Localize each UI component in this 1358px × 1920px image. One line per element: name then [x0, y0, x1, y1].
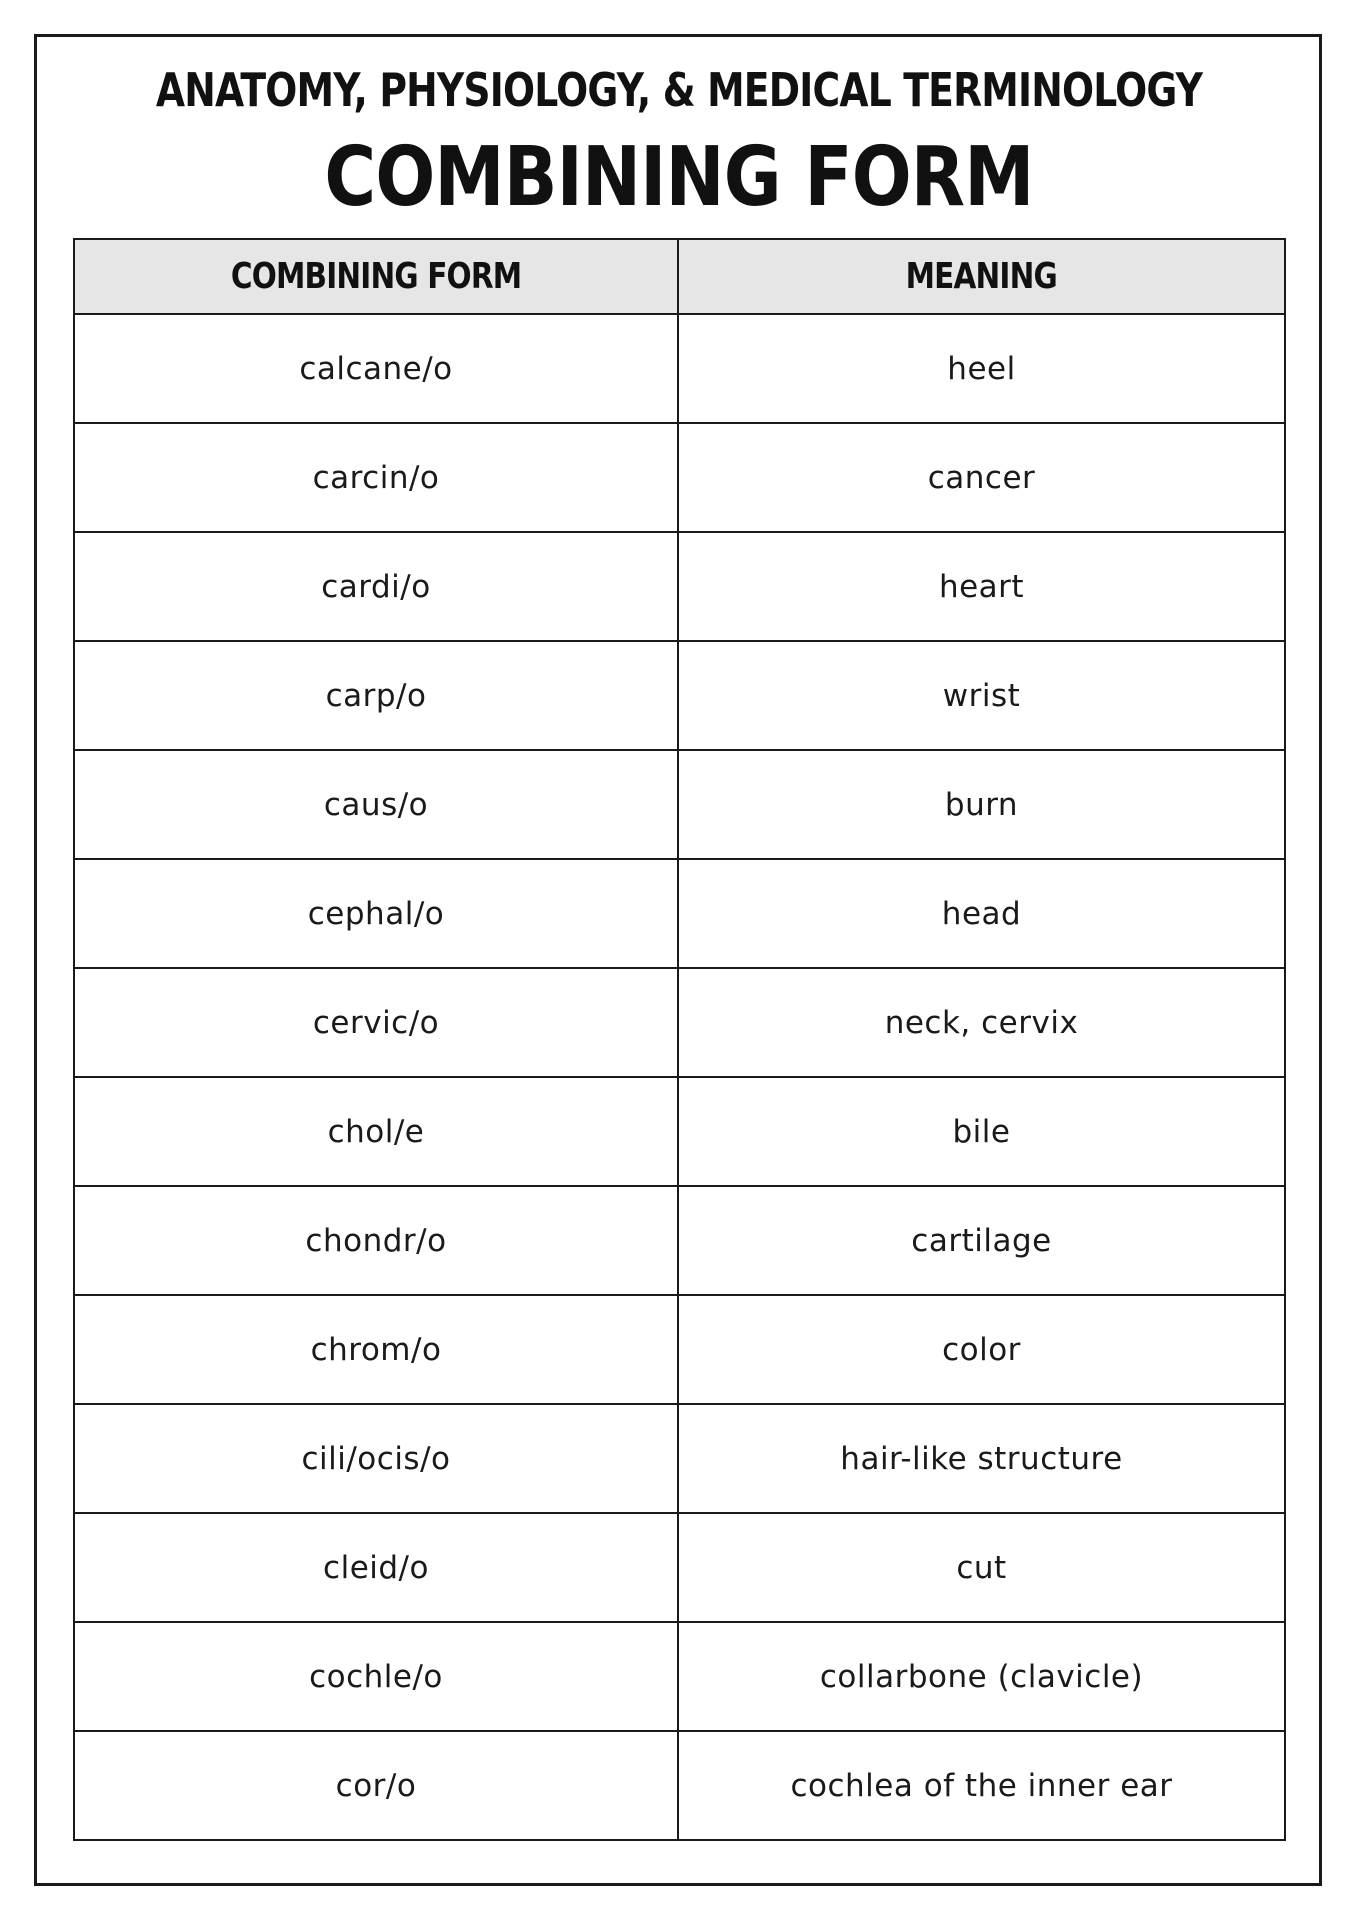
combining-form-cell: cleid/o: [74, 1513, 678, 1622]
table-row: [74, 1622, 1285, 1731]
combining-form-cell: carcin/o: [74, 423, 678, 532]
combining-form-cell: carp/o: [74, 641, 678, 750]
meaning-cell: burn: [678, 750, 1285, 859]
combining-form-cell: cervic/o: [74, 968, 678, 1077]
table-row: [74, 1295, 1285, 1404]
table-row: [74, 750, 1285, 859]
meaning-cell: cartilage: [678, 1186, 1285, 1295]
combining-form-cell: chrom/o: [74, 1295, 678, 1404]
table-row: [74, 1077, 1285, 1186]
meaning-cell: cochlea of the inner ear: [678, 1731, 1285, 1840]
meaning-cell: bile: [678, 1077, 1285, 1186]
combining-form-cell: caus/o: [74, 750, 678, 859]
combining-form-cell: calcane/o: [74, 314, 678, 423]
worksheet-subtitle: ANATOMY, PHYSIOLOGY, & MEDICAL TERMINOLOGY: [155, 63, 1203, 117]
meaning-cell: heel: [678, 314, 1285, 423]
column-header-combining-form: COMBINING FORM: [74, 239, 678, 314]
combining-form-cell: cephal/o: [74, 859, 678, 968]
meaning-cell: collarbone (clavicle): [678, 1622, 1285, 1731]
table-row: [74, 859, 1285, 968]
table-row: [74, 532, 1285, 641]
table-row: [74, 423, 1285, 532]
table-row: [74, 641, 1285, 750]
combining-form-cell: chondr/o: [74, 1186, 678, 1295]
table-row: [74, 1404, 1285, 1513]
table-row: [74, 968, 1285, 1077]
table-row: [74, 1731, 1285, 1840]
combining-form-cell: chol/e: [74, 1077, 678, 1186]
column-header-meaning: MEANING: [678, 239, 1285, 314]
meaning-cell: cancer: [678, 423, 1285, 532]
combining-form-cell: cor/o: [74, 1731, 678, 1840]
table-row: [74, 1186, 1285, 1295]
meaning-cell: wrist: [678, 641, 1285, 750]
table-row: [74, 314, 1285, 423]
meaning-cell: color: [678, 1295, 1285, 1404]
meaning-cell: neck, cervix: [678, 968, 1285, 1077]
combining-form-cell: cardi/o: [74, 532, 678, 641]
table-row: [74, 1513, 1285, 1622]
meaning-cell: head: [678, 859, 1285, 968]
worksheet-title: COMBINING FORM: [324, 130, 1034, 225]
meaning-cell: heart: [678, 532, 1285, 641]
meaning-cell: hair-like structure: [678, 1404, 1285, 1513]
table-header-row: [74, 239, 1285, 314]
combining-form-cell: cili/ocis/o: [74, 1404, 678, 1513]
meaning-cell: cut: [678, 1513, 1285, 1622]
terminology-table: [73, 238, 1286, 1841]
combining-form-cell: cochle/o: [74, 1622, 678, 1731]
worksheet-header: [34, 60, 1324, 224]
